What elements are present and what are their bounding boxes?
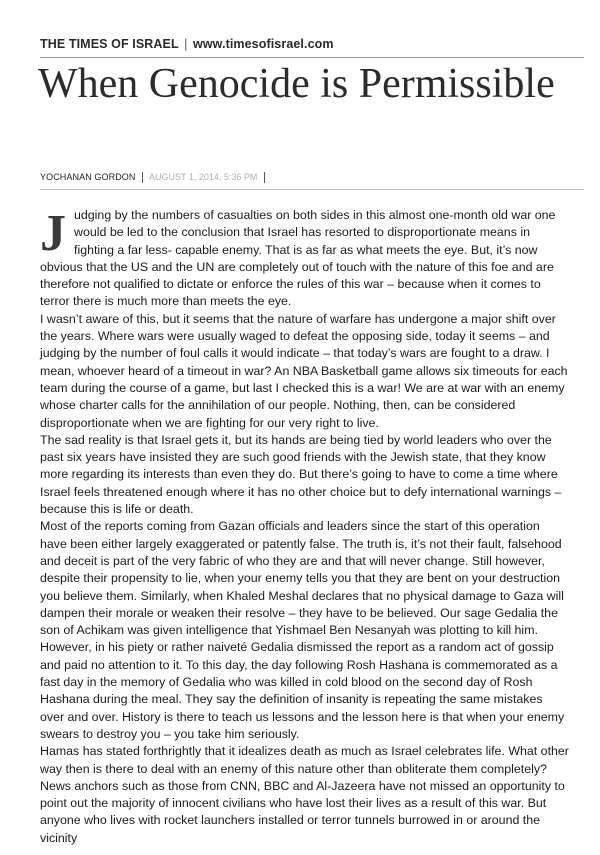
author-name[interactable]: YOCHANAN GORDON <box>40 172 136 182</box>
paragraph: Hamas has stated forthrightly that it idealizes death as much as Israel celebrates life. What other way then is there to deal with an enemy of this nature other than obliterate them completely? News anchors such as those from CNN, BBC and Al-Jazeera have not missed an opportunity to point out the majority of innocent civilians who have lost their lives as a result of this war. But anyone who lives with rocket launchers installed or terror tunnels burrowed in or around the vicinity <box>40 744 569 845</box>
byline <box>40 172 269 183</box>
website-url[interactable]: www.timesofisrael.com <box>193 37 334 51</box>
paragraph: I wasn’t aware of this, but it seems that the nature of warfare has undergone a major shift over the years. Where wars were usually waged to defeat the opposing side, today it seems – and judging by the number of foul calls it would indicate – that today’s wars are fought to a draw. I mean, whoever heard of a timeout in war? An NBA Basketball game allows six timeouts for each team during the course of a game, but last I checked this is a war! We are at war with an enemy whose charter calls for the annihilation of our people. Nothing, then, can be considered disproportionate when we are fighting for our very right to live. <box>40 311 568 430</box>
byline-divider <box>40 189 584 190</box>
masthead-separator: | <box>184 37 188 51</box>
byline-separator <box>142 172 143 183</box>
masthead-divider <box>40 57 584 58</box>
publication-name: THE TIMES OF ISRAEL <box>40 37 179 51</box>
paragraph: Most of the reports coming from Gazan officials and leaders since the start of this operation have been either largely exaggerated or patently false. The truth is, it’s not their fault, falsehood and deceit is part of the very fabric of who they are and that will never change. Still however, despite their propensity to lie, when your enemy tells you that they are bent on your destruction you believe them. Similarly, when Khaled Meshal declares that no physical damage to Gaza will dampen their morale or weaken their resolve – they have to be believed. Our sage Gedalia the son of Achikam was given intelligence that Yishmael Ben Nesanyah was plotting to kill him. However, in his piety or rather naiveté Gedalia dismissed the report as a random act of gossip and paid no attention to it. To this day, the day following Rosh Hashana is commemorated as a fast day in the memory of Gedalia who was killed in cold blood on the second day of Rosh Hashana during the meal. They say the definition of insanity is repeating the same mistakes over and over. History is there to teach us lessons and the lesson here is that when your enemy swears to destroy you – you take him seriously. <box>40 519 565 741</box>
article-title: When Genocide is Permissible <box>38 61 555 107</box>
article-body <box>40 207 570 847</box>
drop-cap: J <box>40 205 66 262</box>
masthead <box>40 37 590 51</box>
publish-date: AUGUST 1, 2014, 5:36 PM <box>149 172 258 182</box>
paragraph: Judging by the numbers of casualties on both sides in this almost one-month old war one would be led to the conclusion that Israel has resorted to disproportionate means in fighting a far less- capable enemy. That is as far as what meets the eye. But, it’s now obvious that the US and the UN are completely out of touch with the nature of this foe and are therefore not qualified to dictate or enforce the rules of this war – because when it comes to terror there is much more than meets the eye. <box>40 205 556 309</box>
byline-separator-end <box>264 172 265 183</box>
paragraph: The sad reality is that Israel gets it, but its hands are being tied by world leaders who over the past six years have insisted they are such good friends with the Jewish state, that they know more regarding its interests than even they do. But there’s going to have to come a time where Israel feels threatened enough where it has no other choice but to defy international warnings – because this is life or death. <box>40 432 562 517</box>
